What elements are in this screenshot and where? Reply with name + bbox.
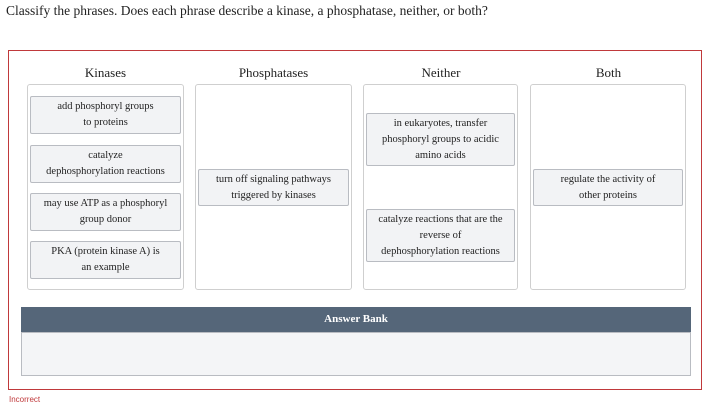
phrase-line: to proteins [83,117,128,128]
phrase-line: dephosphorylation reactions [46,166,165,177]
phrase-card[interactable] [30,145,181,183]
phrase-line: an example [81,262,130,273]
phrase-line: other proteins [578,190,638,201]
status-incorrect: Incorrect [9,395,41,404]
phrase-line: turn off signaling pathways [216,174,331,185]
question-prompt: Classify the phrases. Does each phrase describe a kinase, a phosphatase, neither, or both? [6,3,488,18]
phrase-card[interactable] [30,241,181,279]
phrase-line: dephosphorylation reactions [381,246,500,257]
phrase-line: amino acids [415,150,466,161]
phrase-card[interactable] [366,209,515,262]
column-heading-phosphatases: Phosphatases [238,65,309,80]
column-heading-kinases: Kinases [84,65,127,80]
column-heading-both: Both [595,65,622,80]
phrase-card[interactable] [533,169,683,206]
phrase-line: reverse of [419,230,462,241]
phrase-line: catalyze [88,150,123,161]
phrase-line: may use ATP as a phosphoryl [43,198,168,209]
drop-zone-both[interactable] [530,84,686,290]
phrase-card[interactable] [198,169,349,206]
answer-bank-drop-zone[interactable] [21,332,691,376]
phrase-line: in eukaryotes, transfer [393,118,488,129]
phrase-line: catalyze reactions that are the [378,214,503,225]
phrase-line: add phosphoryl groups [57,101,154,112]
answer-bank-header: Answer Bank [21,307,691,332]
phrase-line: regulate the activity of [560,174,656,185]
phrase-card[interactable] [30,193,181,231]
phrase-line: phosphoryl groups to acidic [382,134,499,145]
phrase-line: triggered by kinases [231,190,316,201]
column-heading-neither: Neither [421,65,461,80]
drop-zone-phosphatases[interactable] [195,84,352,290]
drop-zone-kinases[interactable] [27,84,184,290]
phrase-line: PKA (protein kinase A) is [51,246,160,257]
phrase-card[interactable] [366,113,515,166]
phrase-line: group donor [79,214,132,225]
phrase-card[interactable] [30,96,181,134]
drop-zone-neither[interactable] [363,84,518,290]
